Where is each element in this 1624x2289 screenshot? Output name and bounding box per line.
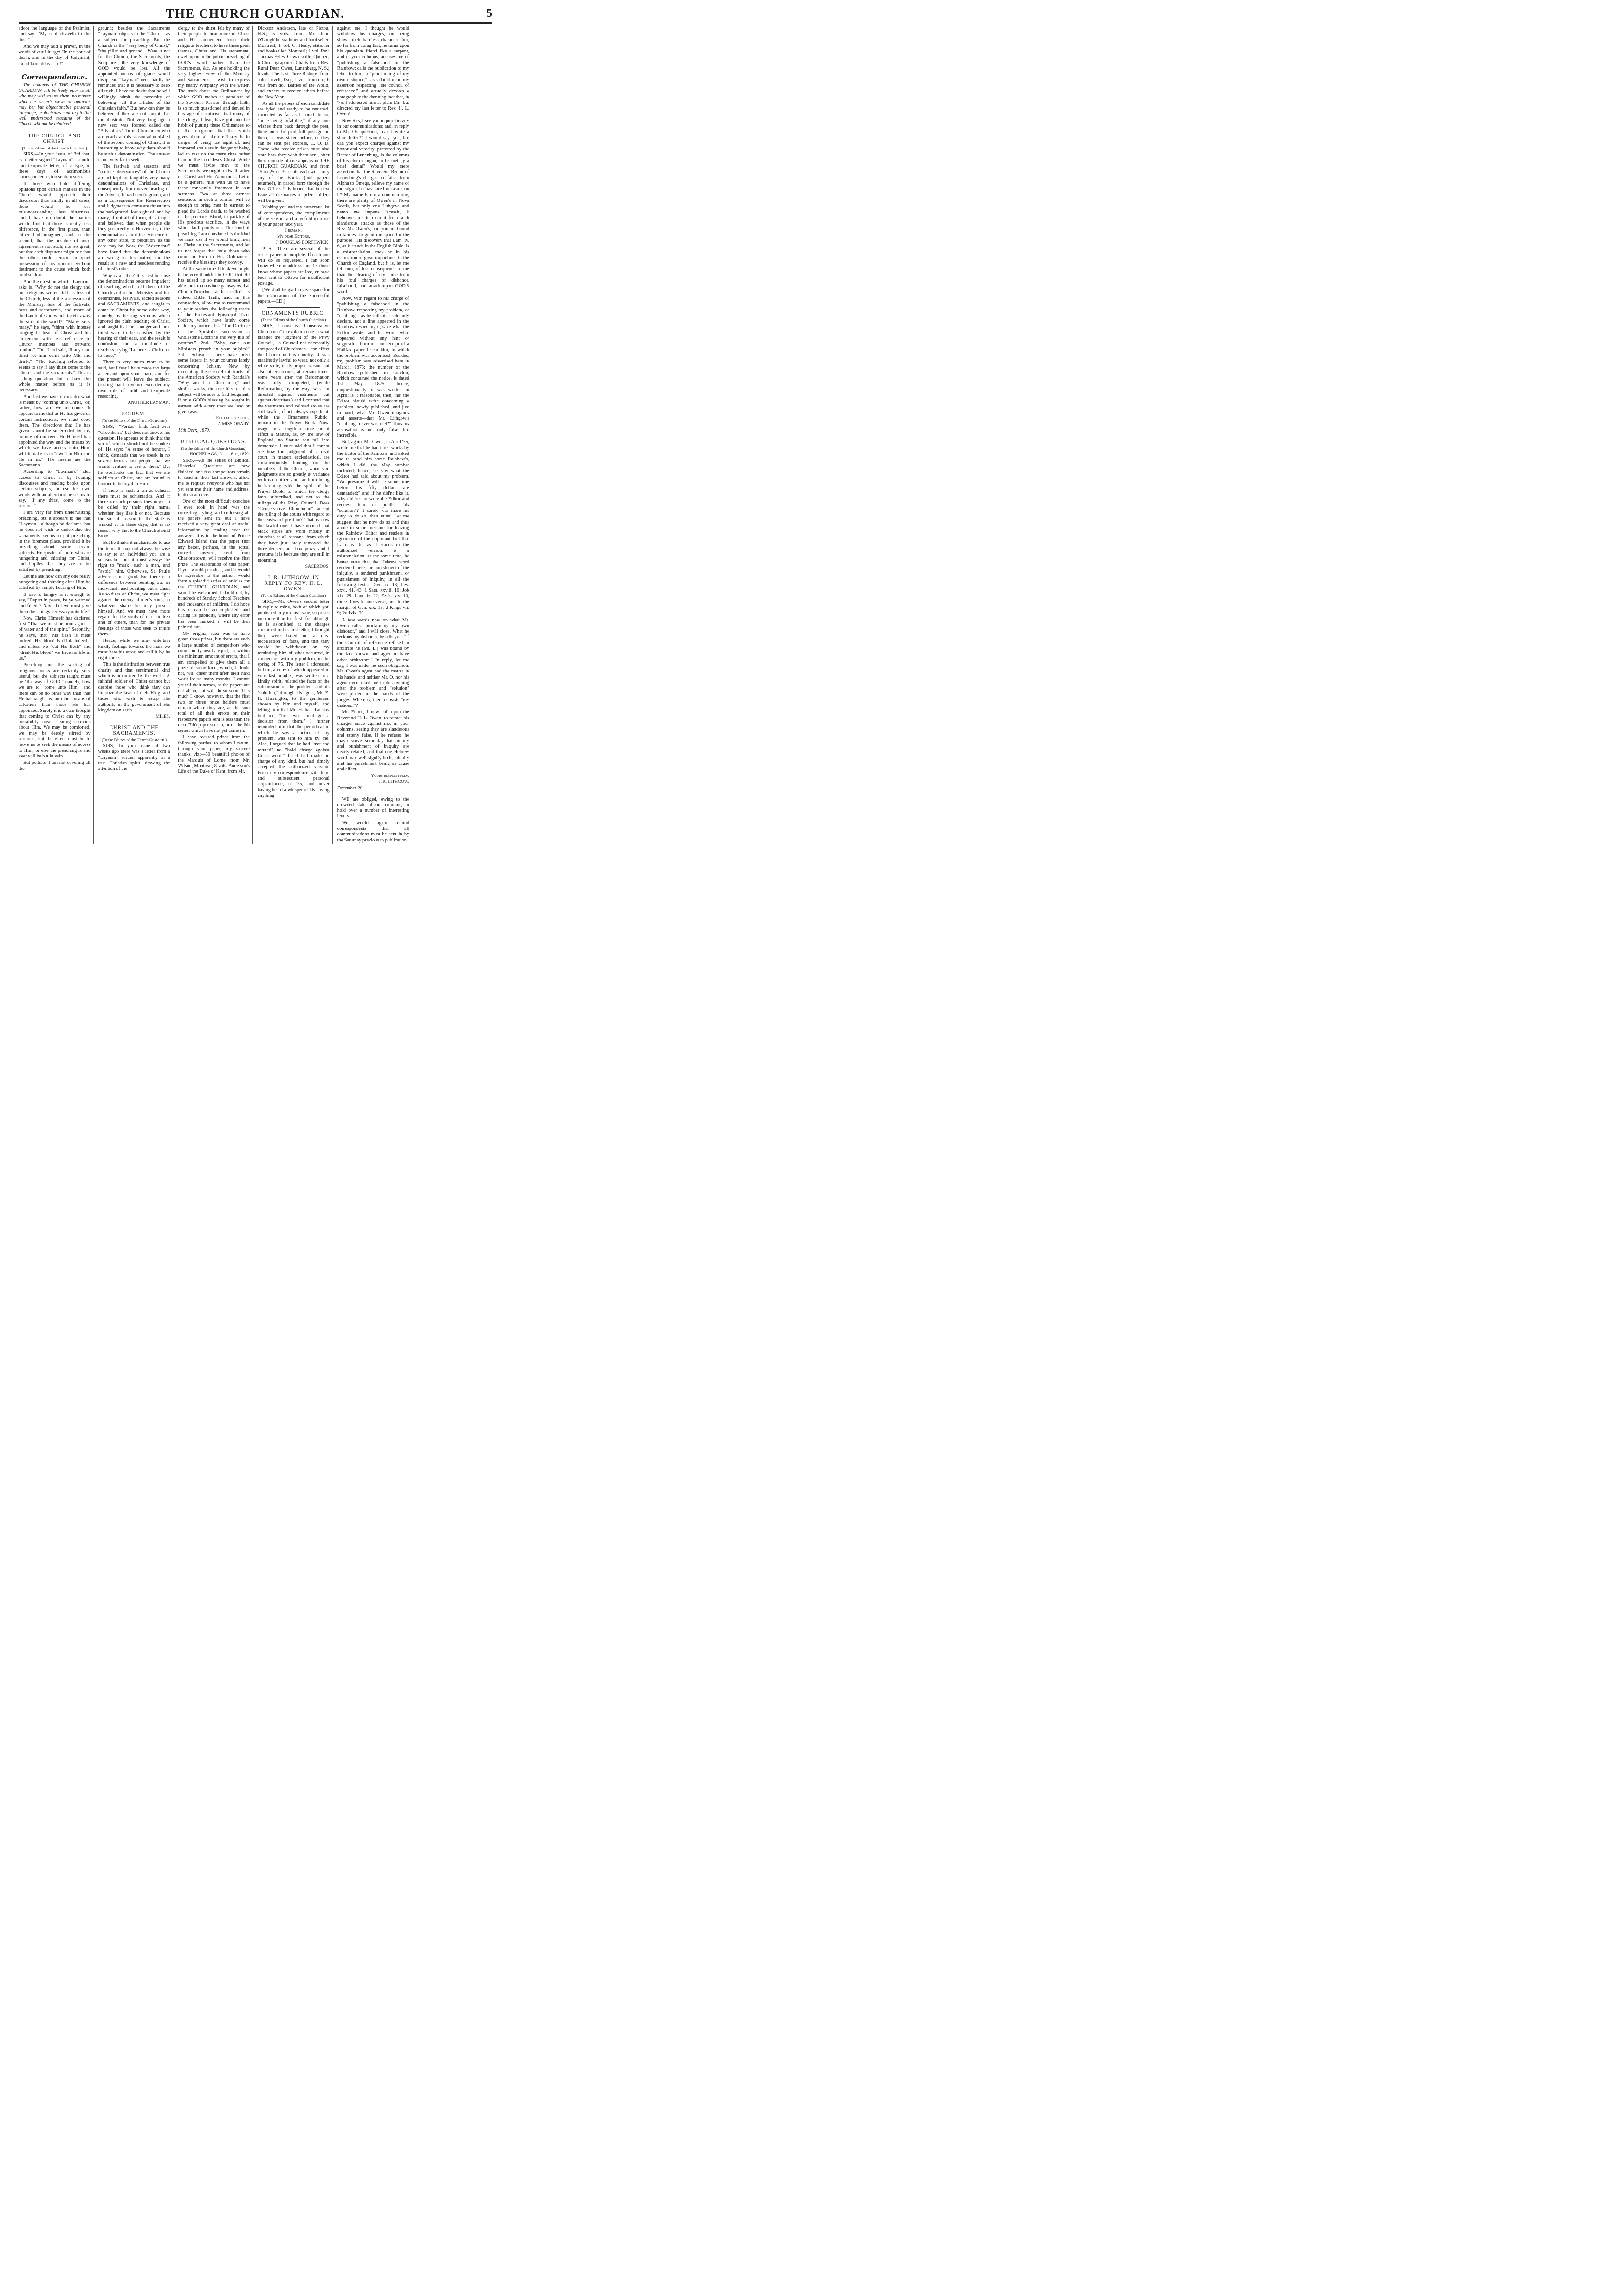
notice: WE are obliged, owing to the crowded state of our columns, to hold over a number of interesting letters. <box>337 796 409 819</box>
signature-closing: Faithfully yours, <box>216 416 250 421</box>
closing-line: Yours respectfully, <box>371 773 409 778</box>
paragraph: SIRS,—I must ask "Conservative Churchman" to explain to me in what manner the judgment of the Privy Council,—a Council not necessarily composed of Churchmen—can effect the Church in this country. It was manifestly lawful to wear, not only a white stole, in its proper season, but also other colours, at certain times, some years after the Reformation was fully completed, (while Reformation, by the way, was not directed against vestments, but against doctrines,) and I contend that the vestments and colored stoles are still lawful, if not always expedient, while the "Ornaments Rubric" remain in the Prayer Book. Now, usage for a length of time cannot affect a Statute, as, by the law of England, no Statute can fall into desuetude. I must add that I cannot see how the judgment of a civil court, in matters ecclesiastical, are conscientiously binding on the members of the Church, when said judgments are so greatly at variance with each other, and far from being in harmony with the spirit of the Prayer Book, to which the clergy have subscribed, and not to the rulings of the Privy Council. Does "Conservative Churchman" accept the ruling of the courts with regard to the eastward position? That is now the lawful one. I have noticed that black stoles are worn mostly in churches at all seasons, from which they have just lately removed the three-deckers and box pews, and I presume it is because they are still in mourning. <box>258 323 330 563</box>
article-title: BIBLICAL QUESTIONS. <box>181 439 247 445</box>
paragraph: Why is all this? It is just because the denominations became impatient of teaching which told them of the Church and of her Ministry and her ceremonies, festivals, sacred seasons and SACRAMENTS, and sought to come to Christ by some other way, namely, by hearing sermons which ignored the plain teaching of Christ, and taught that their hunger and their thirst were to be satisfied by the hearing of their ears, and the result is confusion and a multitude of teachers crying "Lo here is Christ, or lo there." <box>98 273 170 358</box>
paragraph: I have secured prizes from the following parties, to whom I return, through your paper, my sincere thanks, viz:—50 beautiful photos of the Marquis of Lorne, from Mr. Wilson, Montreal; 8 vols. Anderson's Life of the Duke of Kent, from Mr. <box>178 735 250 775</box>
column-1 <box>19 26 94 844</box>
masthead <box>19 5 492 24</box>
paragraph: And we may add a prayer, in the words of our Liturgy: "In the hour of death, and in the day of Judgment, Good Lord deliver us!" <box>19 44 91 66</box>
article-title: J. R. LITHGOW, IN REPLY TO REV. H. L. OWEN. <box>264 575 323 592</box>
paragraph: But, again, Mr. Owen, in April '75, wrote me that he had three works by the Editor of the Rainbow, and asked me to send him some Rainbow's, which I did, the May number included; hence, he saw what the Editor had said about my problem. "We presume it will be some time before his fifty dollars are demanded;" and if he did'nt like it, why did he not write the Editor and request him to publish his "solution"? It surely was more his duty to do so, than mine! Let me suggest that he now do so and thus atone in some measure for leaving the Rainbow Editor and readers in ignorance of the important fact that Lam. iv. 6., as it stands in the authorized version, is a mistranslation; at the same time, he better state that the Hebrew word rendered there, the punishment of the iniquity, is rendered punishment, or punishment of iniquity, in all the following texts:—Gen. iv. 13; Lev. xxvi. 41, 43; 1 Sam. xxviii. 10; Job xix. 29; Lam. iv. 22; Ezek. xiv. 10, three times in one verse; and in the margin of Gen. xix. 15; 2 Kings vii. 9; Ps. lxix. 29. <box>337 440 409 616</box>
paragraph: But perhaps I am not covering all the <box>19 760 91 771</box>
column-5 <box>337 26 413 844</box>
signature: SACERDOS. <box>305 564 330 569</box>
paragraph: SIRS,—In your issue of two weeks ago there was a letter from a "Layman" written apparently in a true Christian spirit—drawing the attention of the <box>98 744 170 772</box>
paragraph: Dickson Anderson, late of Pictou, N.S.; 5 vols. from Mr. John O'Loughlin, stationer and bookseller, Montreal; 1 vol. C. Healy, stationer and bookseller, Montreal; 1 vol. Rev. Thomas Fyles, Cowansville, Quebec; 6 Chronographical Charts from Rev. Rural Dean Owen, Lunenburg, N. S.; 6 vols. The Last Three Bishops, from John Lovell, Esq.; 1 vol. from do.; 6 vols from do., Battles of the World, and expect to receive others before the New Year. <box>258 26 330 100</box>
paragraph: SIRS,—As the series of Biblical Historical Questions are now finished, and few competitors remain to send in their last answers, allow me to request everyone who has not yet sent me their name and address, to do so at once. <box>178 458 250 498</box>
article-subtitle: (To the Editors of the Church Guardian.) <box>261 593 326 598</box>
paragraph: Let me ask how can any one really hungering and thirsting after Him be satisfied by simply hearing of Him. <box>19 574 91 591</box>
column-3 <box>178 26 253 844</box>
article-title: CHRIST AND THE SACRAMENTS. <box>109 725 159 737</box>
paragraph: If those who hold differing opinions upon certain matters in the Church would approach their discussion thus mildly in all cases, there would be less misunderstanding, less bitterness, and I have no doubt the parties would find that there is really less difference, in the first place, than either had imagined, and in the second, that the residue of non-agreement is not such, nor so great, but that each disputant might see that the other could remain in quiet possession of his opinion without detriment to the cause which both hold so dear. <box>19 181 91 278</box>
article-subtitle: (To the Editors of the Church Guardian.) <box>102 737 167 743</box>
signature: MILES. <box>155 714 170 719</box>
article-subtitle: (To the Editors of the Church Guardian.) <box>102 418 167 423</box>
article-subtitle: (To the Editors of the Church Guardian.) <box>181 446 246 451</box>
newspaper-title: THE CHURCH GUARDIAN. <box>166 6 345 20</box>
paragraph: Now Sirs, I see you require brevity in our communications; and, in reply to Mr. O's question, "can I write a short letter?" I would say, yes; but can you expect charges against my honor and veracity, preferred by the Rector of Lunenburg, in the columns of his church organ, to be met by a brief denial? Would my mere assertion that the Reverend Rector of Lunenburg's charges are false, from Alpha to Omega, relieve my name of the stigma he has dared to fasten on it? My name is not a common one, there are plenty of Owen's in Nova Scotia, but only one Lithgow, and nemo me impune lacessit, it behooves me to clear it from such slanderous attacks as those of the Rev. Mr. Owen's, and you are bound in fairness to grant me space for the purpose. His discovery that Lam. iv. 6, as it stands in the English Bible, is a mistranslation, may be in his estimation of great importance to the Church of England, but it is, let me tell him, of less consequence to me than the clearing of my name from his foul charges of dishonor, falsehood, and attack upon GOD'S word. <box>337 118 409 295</box>
paragraph: And the question which "Layman" asks is, "Why do not the clergy and our religious writers tell us less of the Church, less of the succession of the Ministry, less of the festivals, fasts and sacraments, and more of the Lamb of God which taketh away the sins of the world?" "Many, very many," he says, "thirst with intense longing to hear of Christ and his atonement with less reference to Church methods and outward routine." "Our Lord said, 'If any man thirst let him come unto ME and drink.'" "The teaching referred to seems to say if any thirst come to the Church and the sacraments." This is a long quotation but to have the whole matter before us it is necessary. <box>19 279 91 393</box>
editor-note: [We shall be glad to give space for the elaboration of the successful papers.—ED.] <box>258 287 330 304</box>
paragraph: There is very much more to be said, but I fear I have made too large a demand upon your space, and for the present will leave the subject, trusting that I have not exceeded my own rule of mild and temperate reasoning. <box>98 360 170 399</box>
paragraph: But he thinks it uncharitable to use the term. It may not always be wise to say to an individual you are a schismatic; but it must always be right to "mark" such a man, and "avoid" him. Otherwise, St. Paul's advice is not good. But there is a difference between pointing out an individual, and pointing out a class. As soldiers of Christ, we must fight against the enemy of men's souls, in whatever shape he may present himself. And we must have more regard for the souls of our children and of others, than for the private feelings of those who seek to injure them. <box>98 540 170 637</box>
paragraph: ground; besides the Sacraments "Layman" objects to the "Church" as a subject for preaching. But the Church is the "very body of Christ," "the pillar and ground." Were it not for the Church, the Sacraments, the Scriptures, the very knowledge of GOD would be lost. All the appointed means of grace would disappear. "Layman" need hardly be reminded that it is necessary to keep all truth. I have no doubt that he will willingly admit the necessity of believing "all the articles of the Christian faith." But how can they be believed if they are not taught. Let me illustrate. Not very long ago a new sect was formed called the "Adventists." To us Churchmen who are yearly at this season admonished of the second coming of Christ, it is interesting to know why there should be such a denomination. The answer is not very far to seek. <box>98 26 170 162</box>
paragraph: At the same time I think we ought to be very thankful to GOD that He has raised up so many earnest and able men to convince gainsayers that Church Doctrine—as it is called—is indeed Bible Truth; and, in this connection, allow me to recommend to your readers the following tracts of the Protestant Episcopal Tract Society, which have lately come under my notice. 1st. "The Doctrine of the Apostolic succession a wholesome Doctrine and very full of comfort." 2nd. "Why can't our Ministers preach in your pulpits?" 3rd. "Schism." There have been some letters in your columns lately concerning Schism. Now by circulating these excellent tracts of the American Society with Randall's "Why am I a Churchman," and similar works, the true idea on this subject will be sure to find lodgment, if only GOD's blessing be sought in earnest with every tract we lend or give away. <box>178 266 250 414</box>
paragraph: SIRS,—Mr. Owen's second letter in reply to mine, both of which you published in your last issue, surprises me more than his first; for although he is astonished at the charges contained in his first letter, I thought they were based on a mis-recollection of facts, and that they would be withdrawn on my reminding him of what occurred, in connection with my problem, in the spring of '75. The letter I addressed to him, a copy of which appeared in your last number, was written in a kindly spirit, related the facts of the submission of the problem and its "solution," through his agent, Mr. E. H. Harrington, to the gentlemen chosen by him and myself, and telling him that Mr. H. had that day told me, "he never could get a decision from them." I further reminded him that the periodical in which he saw a notice of my problem, was sent to him by me. Also, I argued that he had "met and refuted" no "bold charge against God's word," for I had made no charge of any kind, but had simply accepted the authorized version. From my correspondence with him, and subsequent personal acquaintance, in '75, and never having heard a whisper of his having anything <box>258 599 330 798</box>
closing-line: I remain, <box>285 228 302 233</box>
column-6 <box>417 26 492 844</box>
postscript: P. S.—There are several of the series papers incomplete. If each one will do as requested, I can soon know where to address, and let those know whose papers are lost, or have been sent to Ottawa for insufficient postage. <box>258 246 330 286</box>
letter-date: December 20. <box>337 785 363 791</box>
paragraph: If one is hungry is it enough to say, "Depart in peace, be ye warmed and filled"? Nay—but we must give them the "things necessary unto life." <box>19 592 91 614</box>
paragraph: One of the most difficult exercises I ever took in hand was the correcting, fyling, and endorsing all the papers sent in, but I have received a very great deal of useful information by reading over the answers. It is to the honor of Prince Edward Island that the paper (not any better, perhaps, in the actual correct answer), sent from Charlottetown, will receive the first prize. The elaboration of this paper, if you would permit it, and it would be agreeable to the author, would form a splendid series of articles for the CHURCH GUARDIAN, and would be welcomed, I doubt not, by hundreds of Sunday School Teachers and thousands of children. I do hope this it can be accomplished, and during its publicity, where any error has been marked, it will be then pointed out. <box>178 499 250 630</box>
article-title: ORNAMENTS RUBRIC. <box>261 310 325 317</box>
paragraph: Now, with regard to his charge of "publishing a falsehood in the Rainbow, respecting my problem, or "challenge" as he calls it; I solemnly declare, not a line appeared in the Rainbow respecting it, save what the Editor wrote; and he wrote what appeared without any hint or suggestion from me, on receipt of a Halifax paper I sent him, in which the problem was advertised. Besides, my problem was advertised here in March, 1875; the number of the Rainbow published in London, which contained the notice, is dated 1st May, 1875, hence, unquestionably, it was written in April; is it reasonable, then, that the Editor should write concerning a problem, newly published, and just in hand, what Mr. Owen imagines and asserts—that Mr. Lithgow's "challenge never was met?" Thus his accusation is not only false, but incredible. <box>337 296 409 439</box>
divider <box>267 307 320 308</box>
paragraph: The festivals and seasons, and "routine observances" of the Church are not kept nor taught by very many denominations of Christians, and consequently from never hearing of the Advent, it has been forgotten, and as a consequence the Resurrection and Judgment to come are thrust into the background, lost sight of, and by many, if not all of them, it is taught and believed that when people die they go directly to Heaven, or, if the denomination admit the existence of any other state, to perdition, as the case may be. Now, the "Adventists" have found that the denominations are wrong in this matter, and the result is a new and needless rending of Christ's robe. <box>98 164 170 272</box>
paragraph: SIRS,—In your issue of 3rd inst. is a letter signed "Layman"—a mild and temperate letter, of a type, in these days of acrimonious correspondence, too seldom seen. <box>19 152 91 180</box>
paragraph: Now Christ Himself has declared first "That we must be born again—of water and of the spirit." Secondly, he says, that "his flesh is meat indeed. His blood is drink indeed," and unless we "eat His flesh" and "drink His blood" we have no life in us." <box>19 615 91 661</box>
letter-date: 16th Decr., 1879. <box>178 428 210 433</box>
paragraph: A few words now on what Mr. Owen calls "proclaiming my own dishonor," and I will close. What he reckons my dishonor, he tells you: "if the Council of reference refused to arbitrate he (Mr. L.) was bound by the fact known, and agree to have other arbitrators." In reply, let me say, I was under no such obligation. Mr. Owen's agent had the matter in his hands, and neither Mr. O. nor his agent ever asked me to do anything after the problem and "solution" were placed in the hands of the judges. Where is, then, consists "my dishonor"? <box>337 617 409 709</box>
article-columns <box>19 26 492 843</box>
column-2 <box>98 26 174 844</box>
dateline: HOCHELAGA, Dec. 16th, 1879. <box>189 452 250 457</box>
page-number: 5 <box>486 7 492 19</box>
paragraph: If there is such a sin as schism, there must be schismatics. And if there are such persons, they ought to be called by their right name, whether they like it or not. Because the sin of treason to the State is winked at in these days, that is no reason why that to the Church should be so. <box>98 488 170 539</box>
paragraph: SIRS,—"Veritas" finds fault with "Greenhorn," but does not answer his question. He appears to think that the sin of schism should not be spoken of. He says: "A sense of honour, I think, demands that we speak in no severer terms about people, than we would venture to use to them." But he overlooks the fact that we are soldiers of Christ, and are bound in honour to be loyal to Him. <box>98 424 170 487</box>
article-subtitle: (To the Editors of the Church Guardian.) <box>261 317 326 323</box>
signature: A MISSIONARY. <box>218 422 250 427</box>
paragraph: adopt the language of the Psalmist, and say: "My soul cleaveth to the dust." <box>19 26 91 43</box>
article-title: SCHISM. <box>122 411 147 417</box>
paragraph: I am very far from undervaluing preaching, but it appears to me that "Layman," although he declares that he does not wish to undervalue the sacraments, seems to put preaching in the foremost place, provided it be preaching about some certain subjects. He speaks of those who are hungering and thirsting for Christ, and implies that they are to be satisfied by preaching. <box>19 510 91 573</box>
paragraph: Wishing you and my numerous list of correspondents, the compliments of the season, and a tenfold increase of your paper next year, <box>258 205 330 227</box>
notice: We would again remind correspondents that all communications must be sent in by the Saturday previous to publication. <box>337 820 409 843</box>
paragraph: clergy to the thirst felt by many of their people to hear more of Christ and His atonement from their religious teachers, to have these great themes, Christ and His atonement, dwelt upon in the public preaching of GOD's word rather than the Sacraments, &c. As one holding the very highest view of the Ministry and Sacraments, I wish to express my hearty sympathy with the writer. The truth about the Ordinances by which GOD makes us partakers of the Saviour's Passion through faith, is so much questioned and denied in this age of scepticism that many of the clergy, I fear, have got into the habit of putting these Ordinances so in the foreground that that which gives them all their efficacy is in danger of being lost sight of, and immortal souls are in danger of being led to rest on the mere rites rather than on the Lord Jesus Christ. While we must invite men to the Sacraments, we ought to dwell rather on Christ and His Atonement. Let it be a general rule with us to have these constantly foremost in our sermons. Two or three earnest sentences in such a sermon will be enough to bring men in earnest to plead the Lord's death, to be washed in the precious Blood, to partake of His precious sacrifice, in the ways which faith points out. This kind of preaching I am convinced is the kind we must use if we would bring men to Christ in the Sacraments, and let us not forget that only those who come to Him in His Ordinances, receive the blessings they convoy. <box>178 26 250 265</box>
signature: J. R. LITHGOW. <box>378 779 409 784</box>
paragraph: According to "Layman's" idea access to Christ is by hearing discourses and reading books upon certain subjects, to use his own words with an alteration he seems to say, "If any thirst, come to the sermon." <box>19 469 91 509</box>
paragraph: My original idea was to have given three prizes, but there are such a large number of competitors who come pretty nearly equal, or within the minimum amount of errors, that I am compelled to give them all a prize of some kind, which, I doubt not, will cheer them after their hard work for so many months. I cannot yet tell their names, as the papers are not all in, but will do so soon. This much I know, however, that the first two or three prize holders must remain where they are, as the sum total of all their errors on their respective papers sent is less than the next (7th) paper sent in, or of the 6th series, which have not yet come in. <box>178 631 250 734</box>
paragraph: Hence, while we may entertain kindly feelings towards the man, we must hate his error, and call it by its right name. <box>98 638 170 661</box>
paragraph: Mr. Editor, I now call upon the Reverend H. L. Owen, to retract his charges made against me, in your columns, seeing they are slanderous and utterly false. If he refuses he may discover some day that iniquity and punishment of iniquity are nearly related, and that one Hebrew word may well signify both, iniquity and his punishment being as cause and effect. <box>337 710 409 772</box>
paragraph: against me, I thought he would withdraw his charges, on being shown their baseless character; but, so far from doing that, he turns upon his quondam friend like a serpent, and in your columns, accuses me of "publishing a falsehood in the Rainbow; calls the publication of my letter to him, a "proclaiming of my own dishonor," casts doubt upon my assertion respecting "the council of reference," and actually devotes a paragraph to the damning fact that, in '75, I addressed him as plain Mr., but directed my last letter to Rev. H. L. Owen! <box>337 26 409 117</box>
editorial-note: The columns of THE CHURCH GUARDIAN will be freely open to all who may wish to use them, no matter what the writer's views or opinions may be; but objectionable personal language, or doctrines contrary to the well understood teaching of the Church will not be admitted. <box>19 83 91 127</box>
signature: ANOTHER LAYMAN. <box>128 401 170 406</box>
article-title: THE CHURCH AND CHRIST. <box>28 133 81 145</box>
paragraph: And first we have to consider what is meant by "coming unto Christ," or, rather, how are we to come. It appears to me that as He has given us certain instructions, we must obey them. The directions that He has given cannot be superseded by any notions of our own. He Himself has appointed the way and the means by which we have access unto Him, which make us to "dwell in Him and He in us." The means are the Sacraments. <box>19 394 91 468</box>
paragraph: Preaching and the writing of religious books are certainly very useful, but the subjects taught must be "the way of GOD," namely, how we are to "come unto Him," and there can be no other way than that He has taught us, no other means of salvation than those He has appointed. Surely it is a vain thought that coming to Christ can by any possibility mean hearing sermons about Him. We may be comforted, we may be deeply stirred by sermons, but the effect must be to move us to seek the means of access to Him, or else the preaching is and ever will be but in vain. <box>19 662 91 759</box>
column-4 <box>258 26 333 844</box>
signature: J. DOUGLAS BORTHWICK. <box>276 240 330 246</box>
article-subtitle: [To the Editors of the Church Guardian.] <box>22 146 87 151</box>
paragraph: This is the distinction between true charity and that sentimental kind which is advocated by the world. A faithful soldier of Christ cannot but despise those who think they can improve the laws of their King, and those who wish to usurp His authority in the government of His kingdom on earth. <box>98 662 170 713</box>
section-heading-correspondence: Correspondence. <box>21 73 88 82</box>
paragraph: As all the papers of each candidate are fyled and ready to be returned, corrected as far as I could do so, "none being infallible," if any one wishes them back through the post, there must be paid full postage on them, as was stated before, or they can be sent per express, C. O. D. Those who receive prizes must also state how they wish them sent, after their nom de plume appears in THE CHURCH GUARDIAN, and from 15 to 25 or 30 cents each will carry any of the Books (and papers returned), in parcel form through the Post Office. It is hoped that in next issue all the names of prize holders will be given. <box>258 101 330 203</box>
closing-line: My dear Editors, <box>277 234 310 239</box>
